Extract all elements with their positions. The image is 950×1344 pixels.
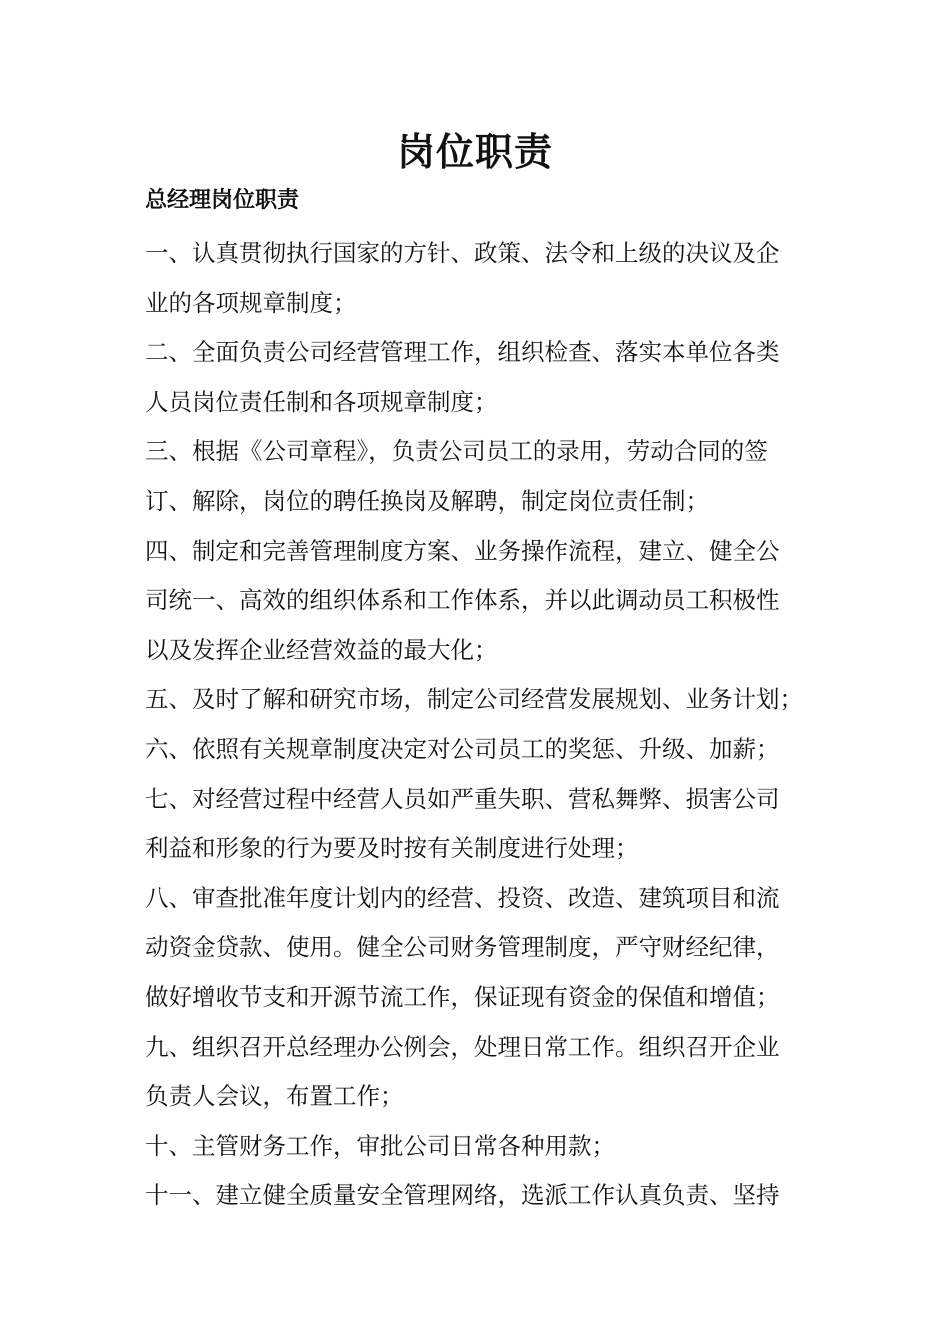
section-heading: 总经理岗位职责 bbox=[145, 188, 300, 213]
text-line: 三、根据《公司章程》，负责公司员工的录用，劳动合同的签 bbox=[145, 437, 768, 466]
text-line: 九、组织召开总经理办公例会，处理日常工作。组织召开企业 bbox=[145, 1032, 780, 1061]
text-line: 十一、建立健全质量安全管理网络，选派工作认真负责、坚持 bbox=[145, 1181, 780, 1210]
duty-list bbox=[145, 229, 810, 1221]
text-line: 负责人会议，布置工作； bbox=[145, 1082, 404, 1111]
text-line: 四、制定和完善管理制度方案、业务操作流程，建立、健全公 bbox=[145, 536, 780, 565]
text-line: 订、解除，岗位的聘任换岗及解聘，制定岗位责任制； bbox=[145, 486, 709, 515]
text-line: 以及发挥企业经营效益的最大化； bbox=[145, 635, 498, 664]
text-line: 做好增收节支和开源节流工作，保证现有资金的保值和增值； bbox=[145, 982, 780, 1011]
text-line: 五、及时了解和研究市场，制定公司经营发展规划、业务计划； bbox=[145, 685, 803, 714]
text-line: 司统一、高效的组织体系和工作体系，并以此调动员工积极性 bbox=[145, 586, 780, 615]
text-line: 业的各项规章制度； bbox=[145, 288, 357, 317]
text-line: 二、全面负责公司经营管理工作，组织检查、落实本单位各类 bbox=[145, 338, 780, 367]
text-line: 八、审查批准年度计划内的经营、投资、改造、建筑项目和流 bbox=[145, 883, 780, 912]
text-line: 人员岗位责任制和各项规章制度； bbox=[145, 387, 498, 416]
text-line: 七、对经营过程中经营人员如严重失职、营私舞弊、损害公司 bbox=[145, 784, 780, 813]
text-line: 一、认真贯彻执行国家的方针、政策、法令和上级的决议及企 bbox=[145, 239, 780, 267]
text-line: 动资金贷款、使用。健全公司财务管理制度，严守财经纪律， bbox=[145, 933, 780, 962]
document-title: 岗位职责 bbox=[396, 130, 553, 174]
text-line: 利益和形象的行为要及时按有关制度进行处理； bbox=[145, 834, 639, 863]
text-line: 六、依照有关规章制度决定对公司员工的奖惩、升级、加薪； bbox=[145, 734, 780, 763]
text-line: 十、主管财务工作，审批公司日常各种用款； bbox=[145, 1131, 615, 1160]
